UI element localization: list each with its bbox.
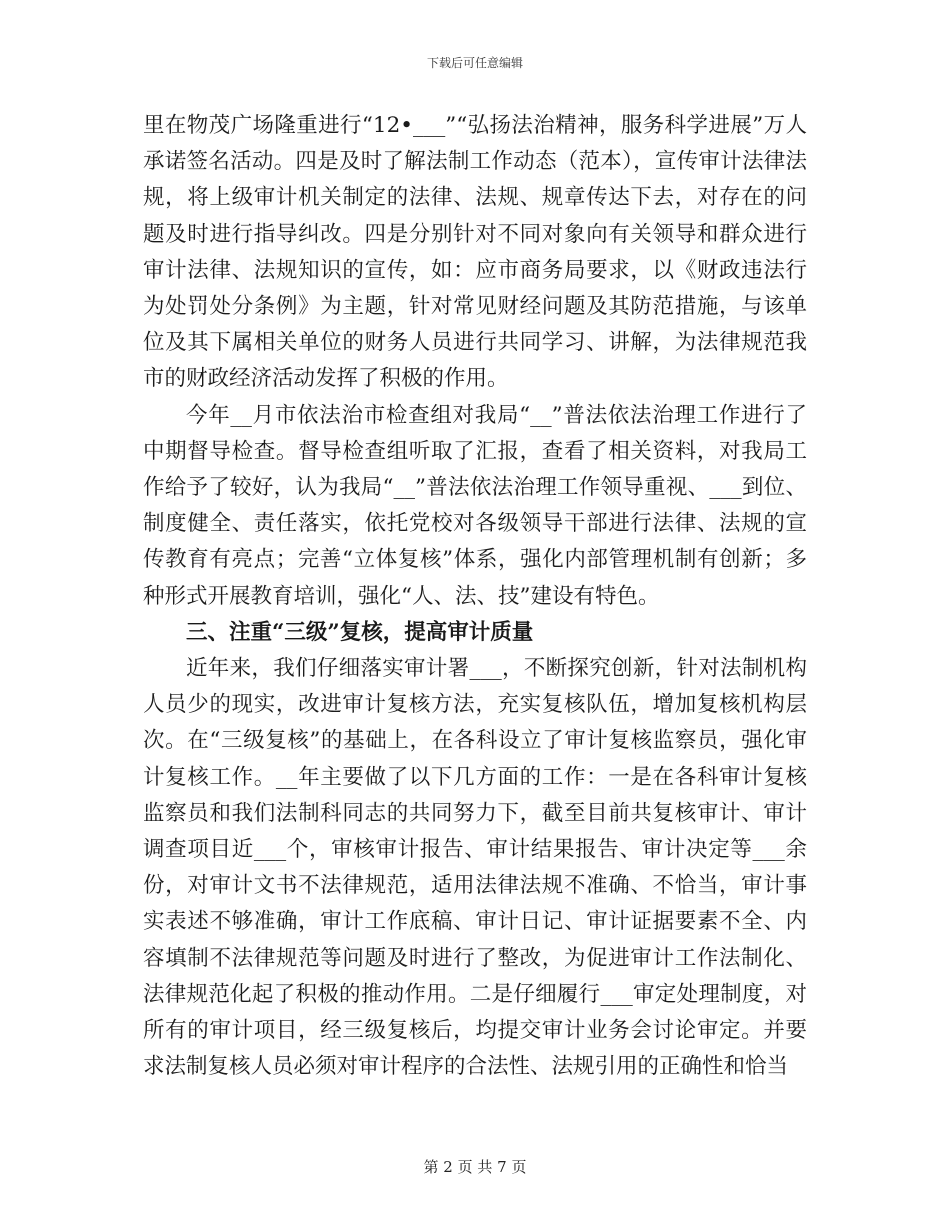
body-paragraph-3: 近年来，我们仔细落实审计署___，不断探究创新，针对法制机构人员少的现实，改进审计复核方法，充实复核队伍，增加复核机构层次。在“三级复核”的基础上，在各科设立了审计复核监察员，强化审计复核工作。__年主要做了以下几方面的工作：一是在各科审计复核监察员和我们法制科同志的共同努力下，截至目前共复核审计、审计调查项目近___个，审核审计报告、审计结果报告、审计决定等___余份，对审计文书不法律规范，适用法律法规不准确、不恰当，审计事实表述不够准确，审计工作底稿、审计日记、审计证据要素不全、内容填制不法律规范等问题及时进行了整改，为促进审计工作法制化、法律规范化起了积极的推动作用。二是仔细履行___审定处理制度，对所有的审计项目，经三级复核后，均提交审计业务会讨论审定。并要求法制复核人员必须对审计程序的合法性、法规引用的正确性和恰当 [143, 656, 807, 1080]
body-paragraph-2: 今年__月市依法治市检查组对我局“__”普法依法治理工作进行了中期督导检查。督导检查组听取了汇报，查看了相关资料，对我局工作给予了较好，认为我局“__”普法依法治理工作领导重视、___到位、制度健全、责任落实，依托党校对各级领导干部进行法律、法规的宣传教育有亮点；完善“立体复核”体系，强化内部管理机制有创新；多种形式开展教育培训，强化“人、法、技”建设有特色。 [143, 402, 807, 609]
header-note: 下载后可任意编辑 [426, 56, 523, 70]
page-number-footer: 第 2 页 共 7 页 [423, 1158, 527, 1176]
body-paragraph-1: 里在物茂广场隆重进行“12•___”“弘扬法治精神，服务科学进展”万人承诺签名活动。四是及时了解法制工作动态（范本），宣传审计法律法规，将上级审计机关制定的法律、法规、规章传达下去，对存在的问题及时进行指导纠改。四是分别针对不同对象向有关领导和群众进行审计法律、法规知识的宣传，如：应市商务局要求，以《财政违法行为处罚处分条例》为主题，针对常见财经问题及其防范措施，与该单位及其下属相关单位的财务人员进行共同学习、讲解，为法律规范我市的财政经济活动发挥了积极的作用。 [143, 113, 807, 392]
document-body [143, 108, 807, 1085]
section-heading-3: 三、注重“三级”复核，提高审计质量 [186, 619, 534, 645]
